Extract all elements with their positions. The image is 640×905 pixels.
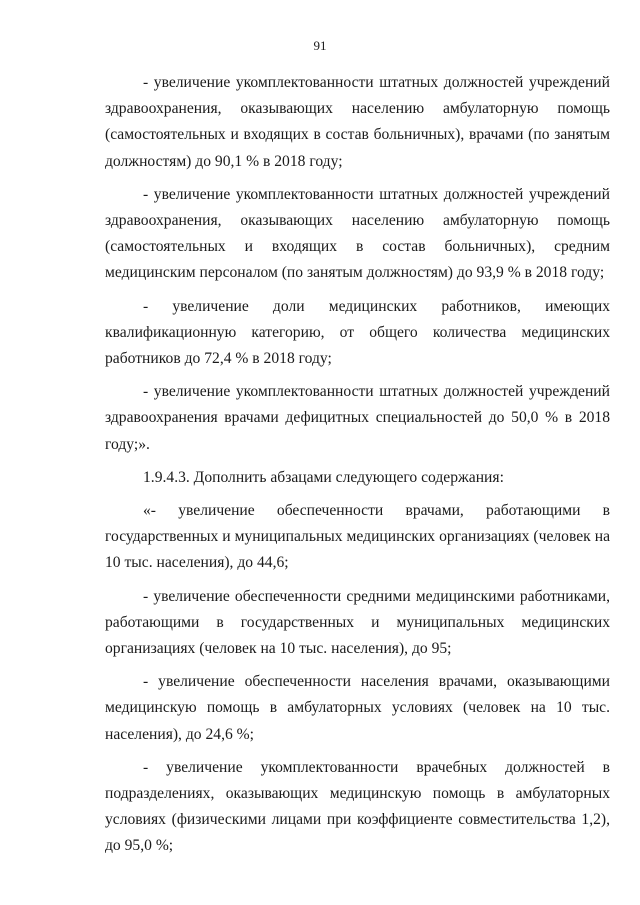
paragraph-ambulatory-positions: - увеличение укомплектованности врачебных должностей в подразделениях, оказывающих медицинскую помощь в амбулаторных условиях (физическими лицами при коэффициенте совместительства 1,2), до 95,0 %; [105,758,610,855]
paragraph-ambulatory-doctors: - увеличение обеспеченности населения врачами, оказывающими медицинскую помощь в амбулаторных условиях (человек на 10 тыс. населения), до 24,6 %; [105,673,610,743]
paragraph-staffing-doctors: - увеличение укомплектованности штатных должностей учреждений здравоохранения, оказывающих населению амбулаторную помощь (самостоятельных и входящих в состав больничных), врачами (по занятым должностям) до 90,1 % в 2018 году; [105,74,610,170]
paragraph-doctor-provision: «- увеличение обеспеченности врачами, работающими в государственных и муниципальных медицинских организациях (человек на 10 тыс. населения), до 44,6; [105,502,610,572]
section-heading: 1.9.4.3. Дополнить абзацами следующего содержания: [143,468,504,486]
document-body [105,70,610,867]
page-number: 91 [313,38,327,53]
paragraph-nurse-provision: - увеличение обеспеченности средними медицинскими работниками, работающими в государственных и муниципальных медицинских организациях (человек на 10 тыс. населения), до 95; [105,587,610,658]
paragraph-deficit-specialties: - увеличение укомплектованности штатных должностей учреждений здравоохранения врачами дефицитных специальностей до 50,0 % в 2018 году;». [105,383,610,453]
paragraph-qualified-workers: - увеличение доли медицинских работников, имеющих квалификационную категорию, от общего количества медицинских работников до 72,4 % в 2018 году; [105,297,610,368]
paragraph-staffing-nurses: - увеличение укомплектованности штатных должностей учреждений здравоохранения, оказывающих населению амбулаторную помощь (самостоятельных и входящих в состав больничных), средним медицинским персоналом (по занятым должностям) до 93,9 % в 2018 году; [105,185,610,282]
